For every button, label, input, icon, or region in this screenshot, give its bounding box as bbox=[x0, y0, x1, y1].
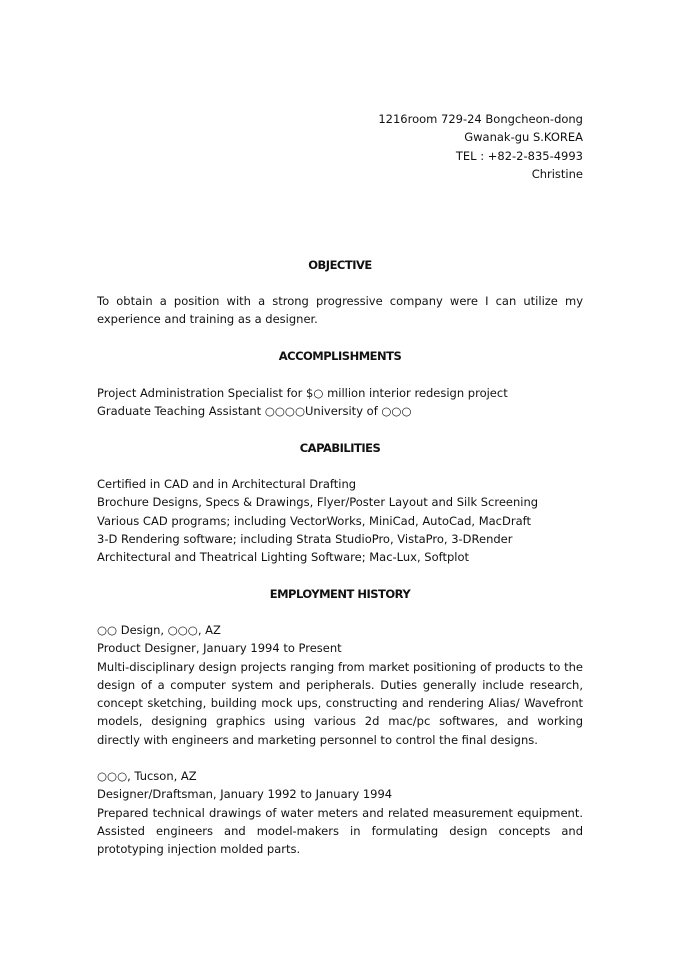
list-item: Brochure Designs, Specs & Drawings, Flyer/Poster Layout and Silk Screening bbox=[97, 495, 539, 510]
address-line: 1216room 729-24 Bongcheon-dong bbox=[378, 112, 583, 126]
job-description: Multi-disciplinary design projects ranging from market positioning of products to the design of a computer system and peripherals. Duties generally include research, concept sketching, building mock ups, constructing and rendering Alias/ Wavefront models, designing graphics using various 2d mac/pc softwares, and working directly with engineers and marketing personnel to control the final designs. bbox=[97, 659, 583, 747]
job-description: Prepared technical drawings of water meters and related measurement equipment. Assisted engineers and model-makers in formulating design concepts and prototyping injection molded parts. bbox=[97, 805, 583, 857]
address-block bbox=[378, 110, 583, 184]
address-line: Gwanak-gu S.KOREA bbox=[464, 130, 583, 145]
objective-text: To obtain a position with a strong progressive company were I can utilize my experience and training as a designer. bbox=[97, 294, 583, 327]
list-item: Certified in CAD and in Architectural Drafting bbox=[97, 477, 357, 491]
employment-heading: EMPLOYMENT HISTORY bbox=[269, 587, 411, 601]
job-company: ○○ Design, ○○○, AZ bbox=[97, 623, 221, 637]
list-item: Various CAD programs; including VectorWorks, MiniCad, AutoCad, MacDraft bbox=[97, 513, 531, 528]
job-entry bbox=[97, 767, 583, 858]
job-title: Designer/Draftsman, January 1992 to January 1994 bbox=[97, 787, 393, 802]
capabilities-list bbox=[97, 475, 583, 566]
list-item: 3-D Rendering software; including Strata StudioPro, VistaPro, 3-DRender bbox=[97, 531, 513, 546]
list-item: Graduate Teaching Assistant ○○○○University of ○○○ bbox=[97, 404, 412, 419]
list-item: Architectural and Theatrical Lighting Software; Mac-Lux, Softplot bbox=[97, 550, 470, 565]
job-title: Product Designer, January 1994 to Present bbox=[97, 641, 342, 656]
objective-heading: OBJECTIVE bbox=[308, 258, 372, 272]
job-company: ○○○, Tucson, AZ bbox=[97, 769, 197, 783]
capabilities-heading: CAPABILITIES bbox=[299, 441, 381, 455]
name-line: Christine bbox=[531, 167, 583, 182]
accomplishments-list bbox=[97, 384, 583, 421]
job-entry bbox=[97, 621, 583, 749]
phone-line: TEL : +82-2-835-4993 bbox=[455, 148, 583, 163]
accomplishments-heading: ACCOMPLISHMENTS bbox=[278, 349, 402, 363]
list-item: Project Administration Specialist for $○ million interior redesign project bbox=[97, 386, 508, 400]
